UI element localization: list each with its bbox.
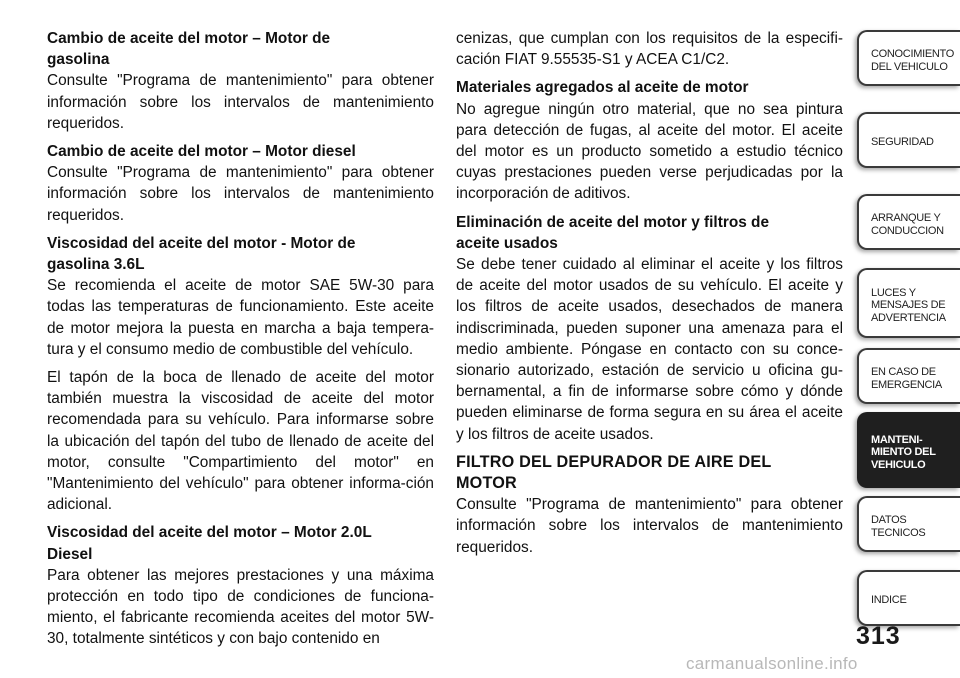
paragraph: Consulte "Programa de mantenimiento" para obtener información sobre los intervalos de mantenimiento requeridos. — [47, 72, 434, 132]
tab-arranque-y-conduccion[interactable] — [857, 194, 960, 250]
paragraph: Se recomienda el aceite de motor SAE 5W-30 para todas las temperaturas de funcionamiento. Este aceite de motor mejora la puesta en marcha a baja tempera-tura y el consumo medio de combustible del vehículo. — [47, 277, 434, 358]
tab-label: ARRANQUE Y — [871, 212, 941, 224]
tab-luces-y-mensajes[interactable] — [857, 268, 960, 338]
right-text-column — [456, 28, 843, 565]
heading-line: gasolina — [47, 51, 110, 69]
tab-conocimiento-del-vehiculo[interactable] — [857, 30, 960, 86]
page-number: 313 — [856, 622, 901, 650]
section-heading-viscosity-gasoline — [47, 233, 434, 275]
heading-line: Cambio de aceite del motor – Motor de — [47, 30, 331, 47]
tab-indice[interactable] — [857, 570, 960, 626]
tab-label: DEL VEHICULO — [871, 60, 948, 73]
tab-label: SEGURIDAD — [871, 136, 934, 149]
heading-line: Viscosidad del aceite del motor - Motor de — [47, 234, 356, 252]
tab-label: VEHICULO — [871, 458, 926, 471]
tab-label: DATOS — [871, 514, 907, 526]
section-heading-viscosity-diesel — [47, 522, 434, 564]
tab-label: CONOCIMIENTO — [871, 48, 954, 60]
heading-line: Viscosidad del aceite del motor – Motor 2.0L — [47, 524, 372, 542]
tab-label: MENSAJES DE — [871, 299, 946, 312]
tab-label: CONDUCCION — [871, 224, 944, 237]
heading-line: aceite usados — [456, 234, 558, 252]
heading-line: gasolina 3.6L — [47, 256, 145, 274]
heading-line: FILTRO DEL DEPURADOR DE AIRE DEL — [456, 452, 772, 471]
paragraph: Para obtener las mejores prestaciones y una máxima protección en todo tipo de condiciones de funciona-miento, el fabricante recomienda aceites del motor 5W-30, totalmente sintéticos y con bajo contenido en — [47, 566, 434, 648]
watermark: carmanualsonline.info — [686, 654, 858, 673]
tab-label: MIENTO DEL — [871, 446, 936, 459]
tab-label: EMERGENCIA — [871, 378, 942, 391]
tab-label: MANTENI- — [871, 433, 923, 446]
tab-en-caso-de-emergencia[interactable] — [857, 348, 960, 404]
paragraph: El tapón de la boca de llenado de aceite del motor también muestra la viscosidad de aceite del motor recomendada para su vehículo. Para informarse sobre la ubicación del tapón del tubo de llenado de aceite del motor, consulte "Compartimiento del motor" en "Mantenimiento del vehículo" para obtener informa-ción adicional. — [47, 369, 434, 514]
section-heading-oil-disposal — [456, 212, 843, 254]
section-heading-air-filter — [456, 452, 843, 494]
tab-seguridad[interactable] — [857, 112, 960, 168]
tab-label: ADVERTENCIA — [871, 311, 946, 324]
paragraph: Consulte "Programa de mantenimiento" para obtener información sobre los intervalos de mantenimiento requeridos. — [456, 496, 843, 556]
heading-line: Diesel — [47, 545, 93, 563]
tab-label: TECNICOS — [871, 526, 926, 539]
paragraph: Consulte "Programa de mantenimiento" para obtener información sobre los intervalos de mantenimiento requeridos. — [47, 164, 434, 224]
paragraph: Se debe tener cuidado al eliminar el aceite y los filtros de aceite del motor usados de su vehículo. El aceite y los filtros de aceite usados, desechados de manera indiscriminada, pueden suponer una amenaza para el medio ambiente. Póngase en contacto con su conce-sionario autorizado, estación de servicio u oficina gu-bernamental, a fin de informarse sobre cómo y dónde pueden eliminarse de forma segura en su área el aceite y los filtros de aceite usados. — [456, 256, 843, 443]
tab-label: LUCES Y — [871, 286, 916, 299]
heading-line: Eliminación de aceite del motor y filtros de — [456, 213, 770, 231]
tab-datos-tecnicos[interactable] — [857, 496, 960, 552]
section-heading-additives: Materiales agregados al aceite de motor — [456, 79, 749, 97]
paragraph: No agregue ningún otro material, que no sea pintura para detección de fugas, al aceite del motor. El aceite del motor es un producto sometido a estudio técnico cuyas prestaciones pueden verse perjudicadas por la incorporación de aditivos. — [456, 100, 843, 203]
tab-label: EN CASO DE — [871, 366, 936, 378]
section-heading-diesel-oil-change: Cambio de aceite del motor – Motor diesel — [47, 143, 356, 161]
tab-label: INDICE — [871, 594, 907, 607]
section-heading-gasoline-oil-change — [47, 28, 434, 70]
left-text-column — [47, 28, 434, 657]
paragraph: cenizas, que cumplan con los requisitos de la especifi-cación FIAT 9.55535-S1 y ACEA C1/C2. — [456, 30, 843, 69]
chapter-tabs-sidebar — [857, 30, 960, 620]
tab-mantenimiento-del-vehiculo[interactable] — [857, 412, 960, 488]
heading-line: MOTOR — [456, 474, 517, 493]
